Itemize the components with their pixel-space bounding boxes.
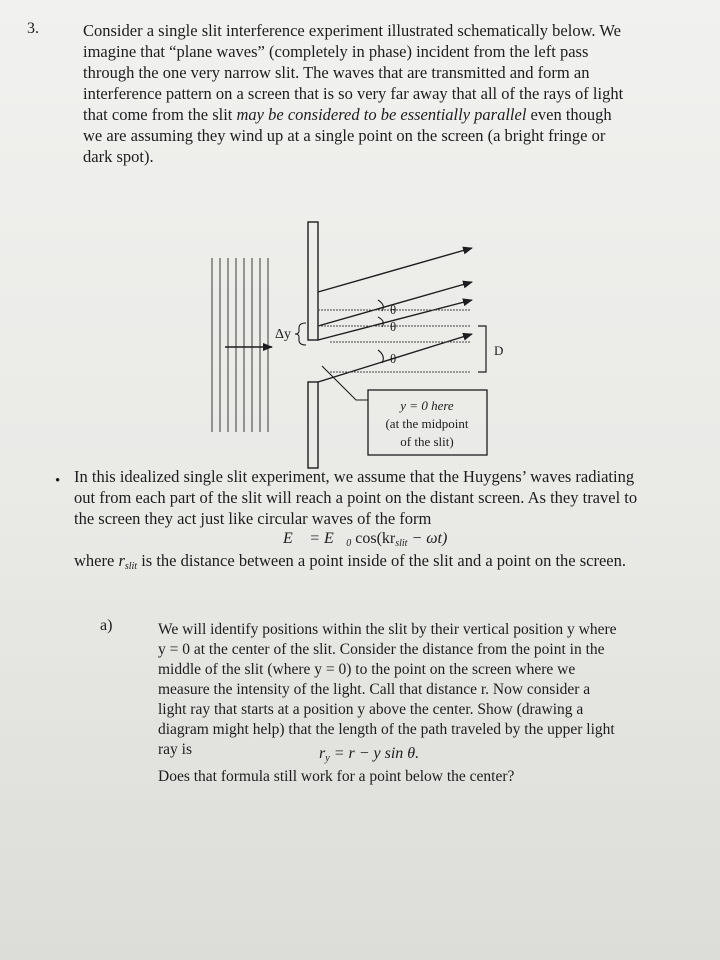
bullet-line-3: the screen they act just like circular waves of the form — [74, 509, 432, 528]
part-a-line-5: light ray that starts at a position y above the center. Show (drawing a — [158, 701, 584, 718]
intro-line-6: we are assuming they wind up at a single point on the screen (a bright fringe or — [83, 126, 606, 145]
midpoint-leader-line — [322, 366, 368, 400]
where-r: r — [118, 551, 125, 570]
where-line — [74, 551, 626, 572]
callout-line-2: (at the midpoint — [385, 416, 469, 431]
bullet-line-2: out from each part of the slit will reach a point on the distant screen. As they travel to — [74, 488, 638, 507]
where-prefix: where — [74, 551, 115, 570]
path-length-equation — [319, 745, 419, 764]
part-a-label: a) — [100, 617, 113, 634]
where-r-sub: slit — [124, 561, 138, 572]
theta-arc-3 — [378, 350, 383, 363]
part-a-line-6: diagram might help) that the length of the path traveled by the upper light — [158, 721, 615, 738]
wave-equation — [283, 530, 447, 549]
slit-barrier-bottom — [308, 382, 318, 468]
problem-number: 3. — [27, 20, 39, 37]
theta-label-2: θ — [390, 319, 397, 334]
wave-equation-lhs: E⃗ = E⃗ — [283, 530, 347, 547]
intro-line-3: through the one very narrow slit. The waves that are transmitted and form an — [83, 63, 590, 82]
theta-arc-2 — [378, 317, 383, 327]
path-length-sub: y — [325, 753, 330, 764]
ray-top — [318, 248, 472, 292]
bullet-paragraph — [74, 466, 704, 529]
delta-y-brace — [295, 323, 306, 345]
wave-equation-mid: cos(kr — [351, 530, 396, 547]
slit-barrier-top — [308, 222, 318, 340]
distance-D-bracket — [478, 326, 486, 372]
part-a-question: Does that formula still work for a point below the center? — [158, 768, 515, 785]
path-length-r: r — [319, 745, 326, 762]
callout-line-1: y = 0 here — [400, 398, 454, 413]
path-length-rest: = r − y sin θ. — [329, 745, 420, 762]
theta-label-1: θ — [390, 302, 397, 317]
part-a-line-1: We will identify positions within the slit by their vertical position y where — [158, 621, 617, 638]
intro-line-5a: that come from the slit — [83, 105, 233, 124]
part-a-line-7: ray is — [158, 741, 193, 758]
wave-equation-sub-slit: slit — [395, 538, 408, 549]
intro-emphasis: may be considered to be essentially parallel — [236, 105, 527, 124]
part-a-line-2: y = 0 at the center of the slit. Consider the distance from the point in the — [158, 641, 605, 658]
theta-label-3: θ — [390, 351, 397, 366]
bullet-line-1: In this idealized single slit experiment, we assume that the Huygens’ waves radiating — [74, 467, 635, 486]
delta-y-label: Δy — [275, 327, 292, 342]
intro-line-7: dark spot). — [83, 147, 154, 166]
wave-equation-end: − ωt) — [407, 530, 448, 547]
intro-line-4: interference pattern on a screen that is so very far away that all of the rays of light — [83, 84, 624, 103]
part-a-line-3: middle of the slit (where y = 0) to the point on the screen where we — [158, 661, 576, 678]
distance-D-label: D — [494, 343, 504, 358]
where-suffix: is the distance between a point inside of the slit and a point on the screen. — [137, 551, 627, 570]
intro-line-2: imagine that “plane waves” (completely in phase) incident from the left pass — [83, 42, 589, 61]
plane-wavefronts — [212, 258, 268, 432]
part-a-paragraph — [158, 620, 698, 760]
wave-equation-sub0: 0 — [346, 538, 352, 549]
part-a-line-4: measure the intensity of the light. Call that distance r. Now consider a — [158, 681, 591, 698]
intro-line-1: Consider a single slit interference experiment illustrated schematically below. We — [83, 21, 621, 40]
bullet-marker: • — [55, 473, 61, 489]
callout-line-3: of the slit) — [400, 434, 454, 449]
intro-line-5c: even though — [530, 105, 612, 124]
